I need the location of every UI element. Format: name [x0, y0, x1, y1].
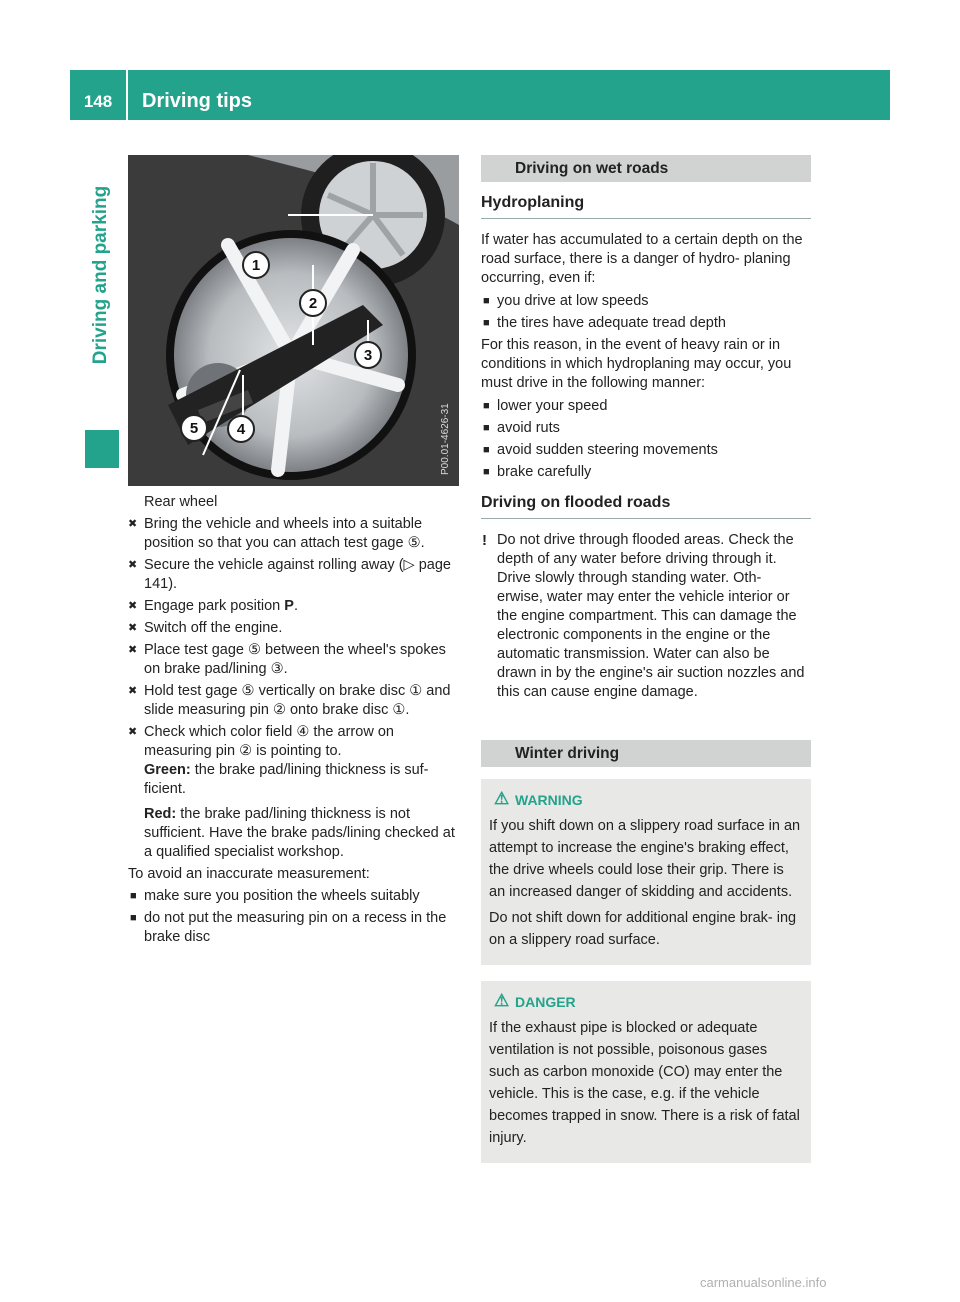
- bullet-icon: ■: [483, 444, 490, 456]
- bullet-item: ■ avoid ruts: [483, 420, 560, 436]
- bullet-icon: ■: [483, 466, 490, 478]
- bullet-icon: ■: [483, 422, 490, 434]
- bullet-item: ■ do not put the measuring pin on a recess in the brake disc: [130, 910, 447, 945]
- red-result: Red: the brake pad/lining thickness is not sufficient. Have the brake pads/lining checked at a qualified specialist workshop.: [144, 806, 455, 860]
- warning-text-1: If you shift down on a slippery road surface in an attempt to increase the engine's braking effect, the drive wheels could lose their grip. There is an increased danger of skidding and accidents.: [489, 818, 801, 900]
- danger-title: ⚠ DANGER: [494, 991, 576, 1010]
- exclamation-icon: !: [482, 532, 487, 549]
- left-column: [128, 493, 463, 950]
- figure-code: P00.01-4626-31: [440, 403, 451, 475]
- figure-caption: Rear wheel: [144, 494, 218, 510]
- callout-3-label: 3: [363, 347, 373, 364]
- side-tab: [86, 130, 116, 420]
- step-arrow-icon: ✖: [128, 559, 138, 571]
- warning-triangle-icon: ⚠: [494, 789, 510, 808]
- step-1: ✖ Bring the vehicle and wheels into a suitable position so that you can attach test gage ⑤.: [128, 516, 425, 551]
- wheel-illustration: [128, 155, 459, 486]
- step-arrow-icon: ✖: [128, 518, 138, 530]
- side-tab-block: [85, 430, 119, 468]
- measurement-intro: To avoid an inaccurate measurement:: [128, 866, 370, 882]
- bullet-icon: ■: [130, 912, 137, 924]
- bullet-icon: ■: [130, 890, 137, 902]
- step-7: ✖ Check which color field ④ the arrow on measuring pin ② is pointing to.: [128, 724, 394, 759]
- callout-2-label: 2: [308, 295, 318, 312]
- right-column: [481, 155, 811, 1163]
- bullet-item: ■ lower your speed: [483, 398, 608, 414]
- warning-text-2: Do not shift down for additional engine brak- ing on a slippery road surface.: [489, 910, 797, 948]
- warning-triangle-icon: ⚠: [494, 991, 510, 1010]
- step-arrow-icon: ✖: [128, 622, 138, 634]
- subheading-flooded-roads: Driving on flooded roads: [481, 493, 811, 519]
- bullet-item: ■ the tires have adequate tread depth: [483, 315, 726, 331]
- flood-note: ! Do not drive through flooded areas. Check the depth of any water before driving through it. Drive slowly through standing water. Oth- erwise, water may enter the vehicle interior or the engine compartment. This can damage the electronic components in the engine or the automatic transmission. Water can also be drawn in by the engine's air suction nozzles and this can cause engine damage.: [482, 532, 805, 700]
- brake-gage-photo: [128, 155, 459, 486]
- step-arrow-icon: ✖: [128, 685, 138, 697]
- step-4: ✖ Switch off the engine.: [128, 620, 283, 636]
- warning-title: ⚠ WARNING: [494, 789, 583, 808]
- step-6: ✖ Hold test gage ⑤ vertically on brake disc ① and slide measuring pin ② onto brake disc ①.: [128, 683, 451, 718]
- bullet-item: ■ make sure you position the wheels suitably: [130, 888, 420, 904]
- warning-box: [481, 779, 811, 965]
- callout-1-label: 1: [251, 257, 261, 274]
- callout-5-label: 5: [189, 420, 199, 437]
- step-arrow-icon: ✖: [128, 644, 138, 656]
- bullet-item: ■ avoid sudden steering movements: [483, 442, 718, 458]
- danger-text: If the exhaust pipe is blocked or adequate ventilation is not possible, poisonous gases such as carbon monoxide (CO) may enter the vehicle. This is the case, e.g. if the vehicle becomes trapped in snow. There is a risk of fatal injury.: [489, 1020, 800, 1146]
- step-2: ✖ Secure the vehicle against rolling away (▷ page 141).: [128, 557, 451, 592]
- subheading-hydroplaning: Hydroplaning: [481, 193, 811, 219]
- green-result: Green: the brake pad/lining thickness is suf- ficient.: [144, 762, 429, 797]
- bullet-icon: ■: [483, 400, 490, 412]
- watermark: carmanualsonline.info: [700, 1275, 827, 1290]
- bullet-item: ■ you drive at low speeds: [483, 293, 649, 309]
- section-heading-winter: Winter driving: [481, 740, 811, 767]
- page-number: 148: [83, 92, 113, 111]
- side-tab-label: Driving and parking: [90, 185, 111, 365]
- bullet-icon: ■: [483, 295, 490, 307]
- hydro-intro: If water has accumulated to a certain depth on the road surface, there is a danger of hydro- planing occurring, even if:: [481, 232, 803, 286]
- page-title: Driving tips: [142, 90, 253, 112]
- step-3: ✖ Engage park position P.: [128, 598, 298, 614]
- section-heading-wet-roads: Driving on wet roads: [481, 155, 811, 182]
- step-arrow-icon: ✖: [128, 600, 138, 612]
- header-divider: [126, 70, 128, 120]
- step-arrow-icon: ✖: [128, 726, 138, 738]
- callout-4-label: 4: [236, 421, 246, 438]
- bullet-icon: ■: [483, 317, 490, 329]
- danger-box: [481, 981, 811, 1163]
- hydro-mid: For this reason, in the event of heavy rain or in conditions in which hydroplaning may occur, you must drive in the following manner:: [481, 337, 792, 391]
- bullet-item: ■ brake carefully: [483, 464, 592, 480]
- step-5: ✖ Place test gage ⑤ between the wheel's spokes on brake pad/lining ③.: [128, 642, 446, 677]
